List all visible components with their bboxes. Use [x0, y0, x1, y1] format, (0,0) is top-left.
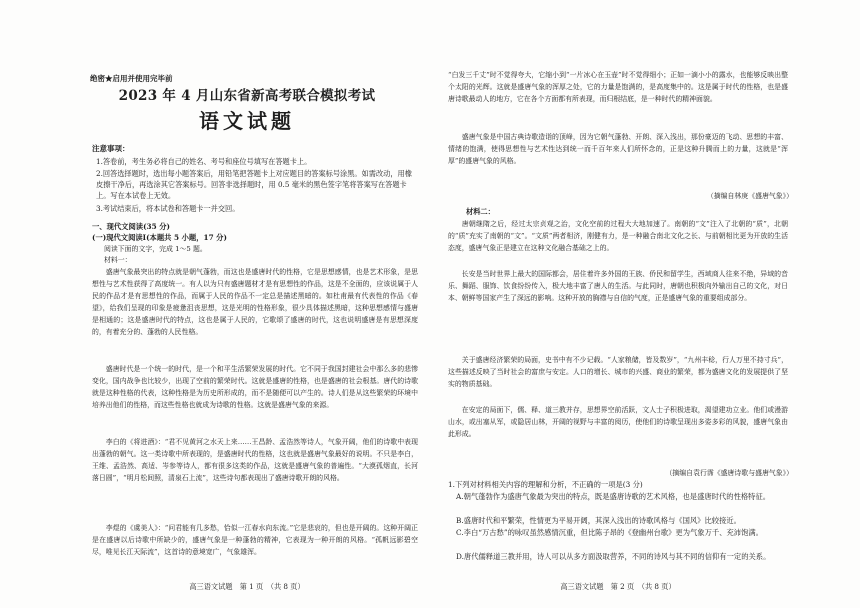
source-citation: （摘编自袁行霈《盛唐诗歌与盛唐气象》）	[665, 469, 793, 477]
material-label: 材料二：	[466, 207, 495, 216]
notice-item: 2.回答选择题时，选出每小题答案后，用铅笔把答题卡上对应题目的答案标号涂黑。如需改动，用橡皮擦干净后，再选涂其它答案标号。回答非选择题时，用 0.5 毫米的黑色签字笔将答案写在答题卡上。写在本试卷上无效。	[96, 169, 412, 201]
notice-item: 3.考试结束后，将本试卷和答题卡一并交回。	[96, 204, 240, 213]
paragraph: 盛唐气象最突出的特点就是朝气蓬勃，而这也是盛唐时代的性格，它是思想感情，也是艺术形象，是思想性与艺术性获得了高度统一。有人以为只有盛唐题材才是有思想性的作品，这是不全面的，应该说属于人民的作品才是有思想性的作品，而属于人民的作品不一定总是描述黑暗的。如杜甫最有代表性的作品《春望》，给我们呈现的印象是疲惫沮丧思想，这是光明的性格形象，很少具体描述黑暗，这种思想感情与盛唐是相通的；这是盛唐时代的特点，这也是属于人民的，它歌颂了盛唐的时代，这也说明盛唐是有思想深度的，有着充分的、蓬勃的人民性格。	[92, 268, 418, 336]
section-heading: 一、现代文阅读(35 分)	[92, 222, 170, 231]
question-stem: 1.下列对材料相关内容的理解和分析，不正确的一项是(3 分)	[448, 480, 643, 489]
answer-option: B.盛唐时代和平繁荣，性情更为平易开阔，其深入浅出的诗歌风格与《国风》比较接近。	[456, 516, 741, 525]
answer-option: A.朝气蓬勃作为盛唐气象最为突出的特点，既是盛唐诗歌的艺术风格，也是盛唐时代的性格特征。	[456, 492, 771, 501]
secret-mark: 绝密★启用并使用完毕前	[90, 74, 173, 83]
paragraph: 李煜的《虞美人》：“问君能有几多愁，恰似一江春水向东流。”它是悲哀的，但也是开阔的。这种开阔正是在盛唐以后诗歌中所缺少的，盛唐气象是一种蓬勃的精神，它表现为一种开朗的风格。“孤帆远影碧空尽，唯见长江天际流”，这首诗的意境宽广，气象雄浑。	[92, 524, 418, 556]
answer-option: D.唐代儒释道三教并用，诗人可以从多方面汲取营养，不同的诗风与其不同的信仰有一定的关系。	[456, 552, 771, 561]
subject-title: 语文试题	[199, 109, 295, 133]
right-page	[438, 0, 798, 608]
paragraph: 在安定的局面下，儒、释、道三教并存，思想界空前活跃，文人士子积极进取，渴望建功立业。他们或漫游山水，或出塞从军，或隐居山林，开阔的视野与丰富的阅历，使他们的诗歌呈现出多姿多彩的风貌，盛唐气象由此形成。	[448, 406, 788, 438]
paragraph: 盛唐时代是一个统一的时代，是一个和平生活繁荣发展的时代。它不同于我国封建社会中那么多的悲惨变化，国内战争也比较少，出现了空前的繁荣时代。这就是盛唐的性格，也是盛唐的社会根基。唐代的诗歌就是这种性格的代表，这种性格是为历史所形成的，而不是随便可以产生的。诗人们是从这些繁荣的环境中培养出他们的性格，而这些性格也就成为诗歌的性格。这就是盛唐气象的来源。	[92, 365, 418, 409]
page-footer: 高三语文试题 第 1 页 （共 8 页）	[189, 582, 305, 591]
subsection-heading: (一)现代文阅读Ⅰ(本题共 5 小题，17 分)	[92, 233, 227, 242]
source-citation: （摘编自林庚《盛唐气象》）	[706, 192, 793, 200]
paragraph: 关于盛唐经济繁荣的局面，史书中有不少记载。“人家粮储，皆及数岁”，“九州丰稔，行人万里不持寸兵”，这些描述反映了当时社会的富庶与安定。人口的增长、城市的兴盛、商业的繁荣，都为盛唐文化的发展提供了坚实的物质基础。	[448, 356, 788, 388]
paragraph: 长安是当时世界上最大的国际都会，居住着许多外国的王族、侨民和留学生，西域商人往来不绝，异域的音乐、舞蹈、服饰、饮食纷纷传入，极大地丰富了唐人的生活。与此同时，唐朝也积极向外输出自己的文化，对日本、朝鲜等国家产生了深远的影响。这种开放的胸襟与自信的气度，正是盛唐气象的重要组成部分。	[448, 270, 788, 302]
answer-option: C.李白“万古愁”的咏叹虽然感情沉重，但比陈子昂的《登幽州台歌》更为气象万千、充沛饱满。	[456, 528, 763, 537]
material-label: 材料一：	[104, 256, 132, 264]
paragraph: 盛唐气象是中国古典诗歌造诣的顶峰，因为它朝气蓬勃、开朗、深入浅出，那份豪迈的飞动、思想的丰富、情绪的饱满，使得思想性与艺术性达到统一而千百年来人们所怀念的，正是这种升腾而上的力量，这就是“浑厚”的盛唐气象的风格。	[448, 133, 788, 165]
paragraph: “白发三千丈”时不觉得夸大，它缩小到“一片冰心在玉壶”时不觉得细小；正如一滴小小的露水，也能够反映出整个太阳的光辉。这就是盛唐气象的浑厚之处，它的力量是饱满的，是高度集中的。这是属于时代的性格，也是盛唐诗歌最动人的地方，它在各个方面都有所表现，而归根结底，是一种时代的精神面貌。	[448, 71, 788, 103]
notice-heading: 注意事项：	[92, 144, 130, 153]
page-footer: 高三语文试题 第 2 页 （共 8 页）	[560, 582, 676, 591]
instruction: 阅读下面的文字，完成 1～5 题。	[104, 245, 207, 253]
paragraph: 唐朝继隋之后，经过太宗贞观之治，文化空前的过程大大地加速了。南朝的“文”注入了北朝的“质”，北朝的“质”充实了南朝的“文”。“文质”两者相济，刚健有力，是一种融合南北文化之长、与前朝相比更为开放的生活态度，盛唐气象正是建立在这种文化融合基础之上的。	[448, 220, 788, 252]
left-page	[70, 0, 424, 608]
paragraph: 李白的《将进酒》：“君不见黄河之水天上来……王昌龄、孟浩然等诗人，气象开阔，他们的诗歌中表现出蓬勃的朝气。这一类诗歌中所表现的，是盛唐时代的性格，这也就是盛唐气象最好的说明。不只是李白，王维、孟浩然、高适、岑参等诗人，都有很多这类的作品，这就是盛唐气象的普遍性。“大漠孤烟直，长河落日圆”，“明月松间照，清泉石上流”，这些诗句都表现出了盛唐诗歌开朗的风格。	[92, 438, 418, 482]
exam-title: 2023 年 4 月山东省新高考联合模拟考试	[118, 88, 376, 104]
notice-item: 1.答卷前，考生务必将自己的姓名、考号和座位号填写在答题卡上。	[96, 157, 312, 166]
